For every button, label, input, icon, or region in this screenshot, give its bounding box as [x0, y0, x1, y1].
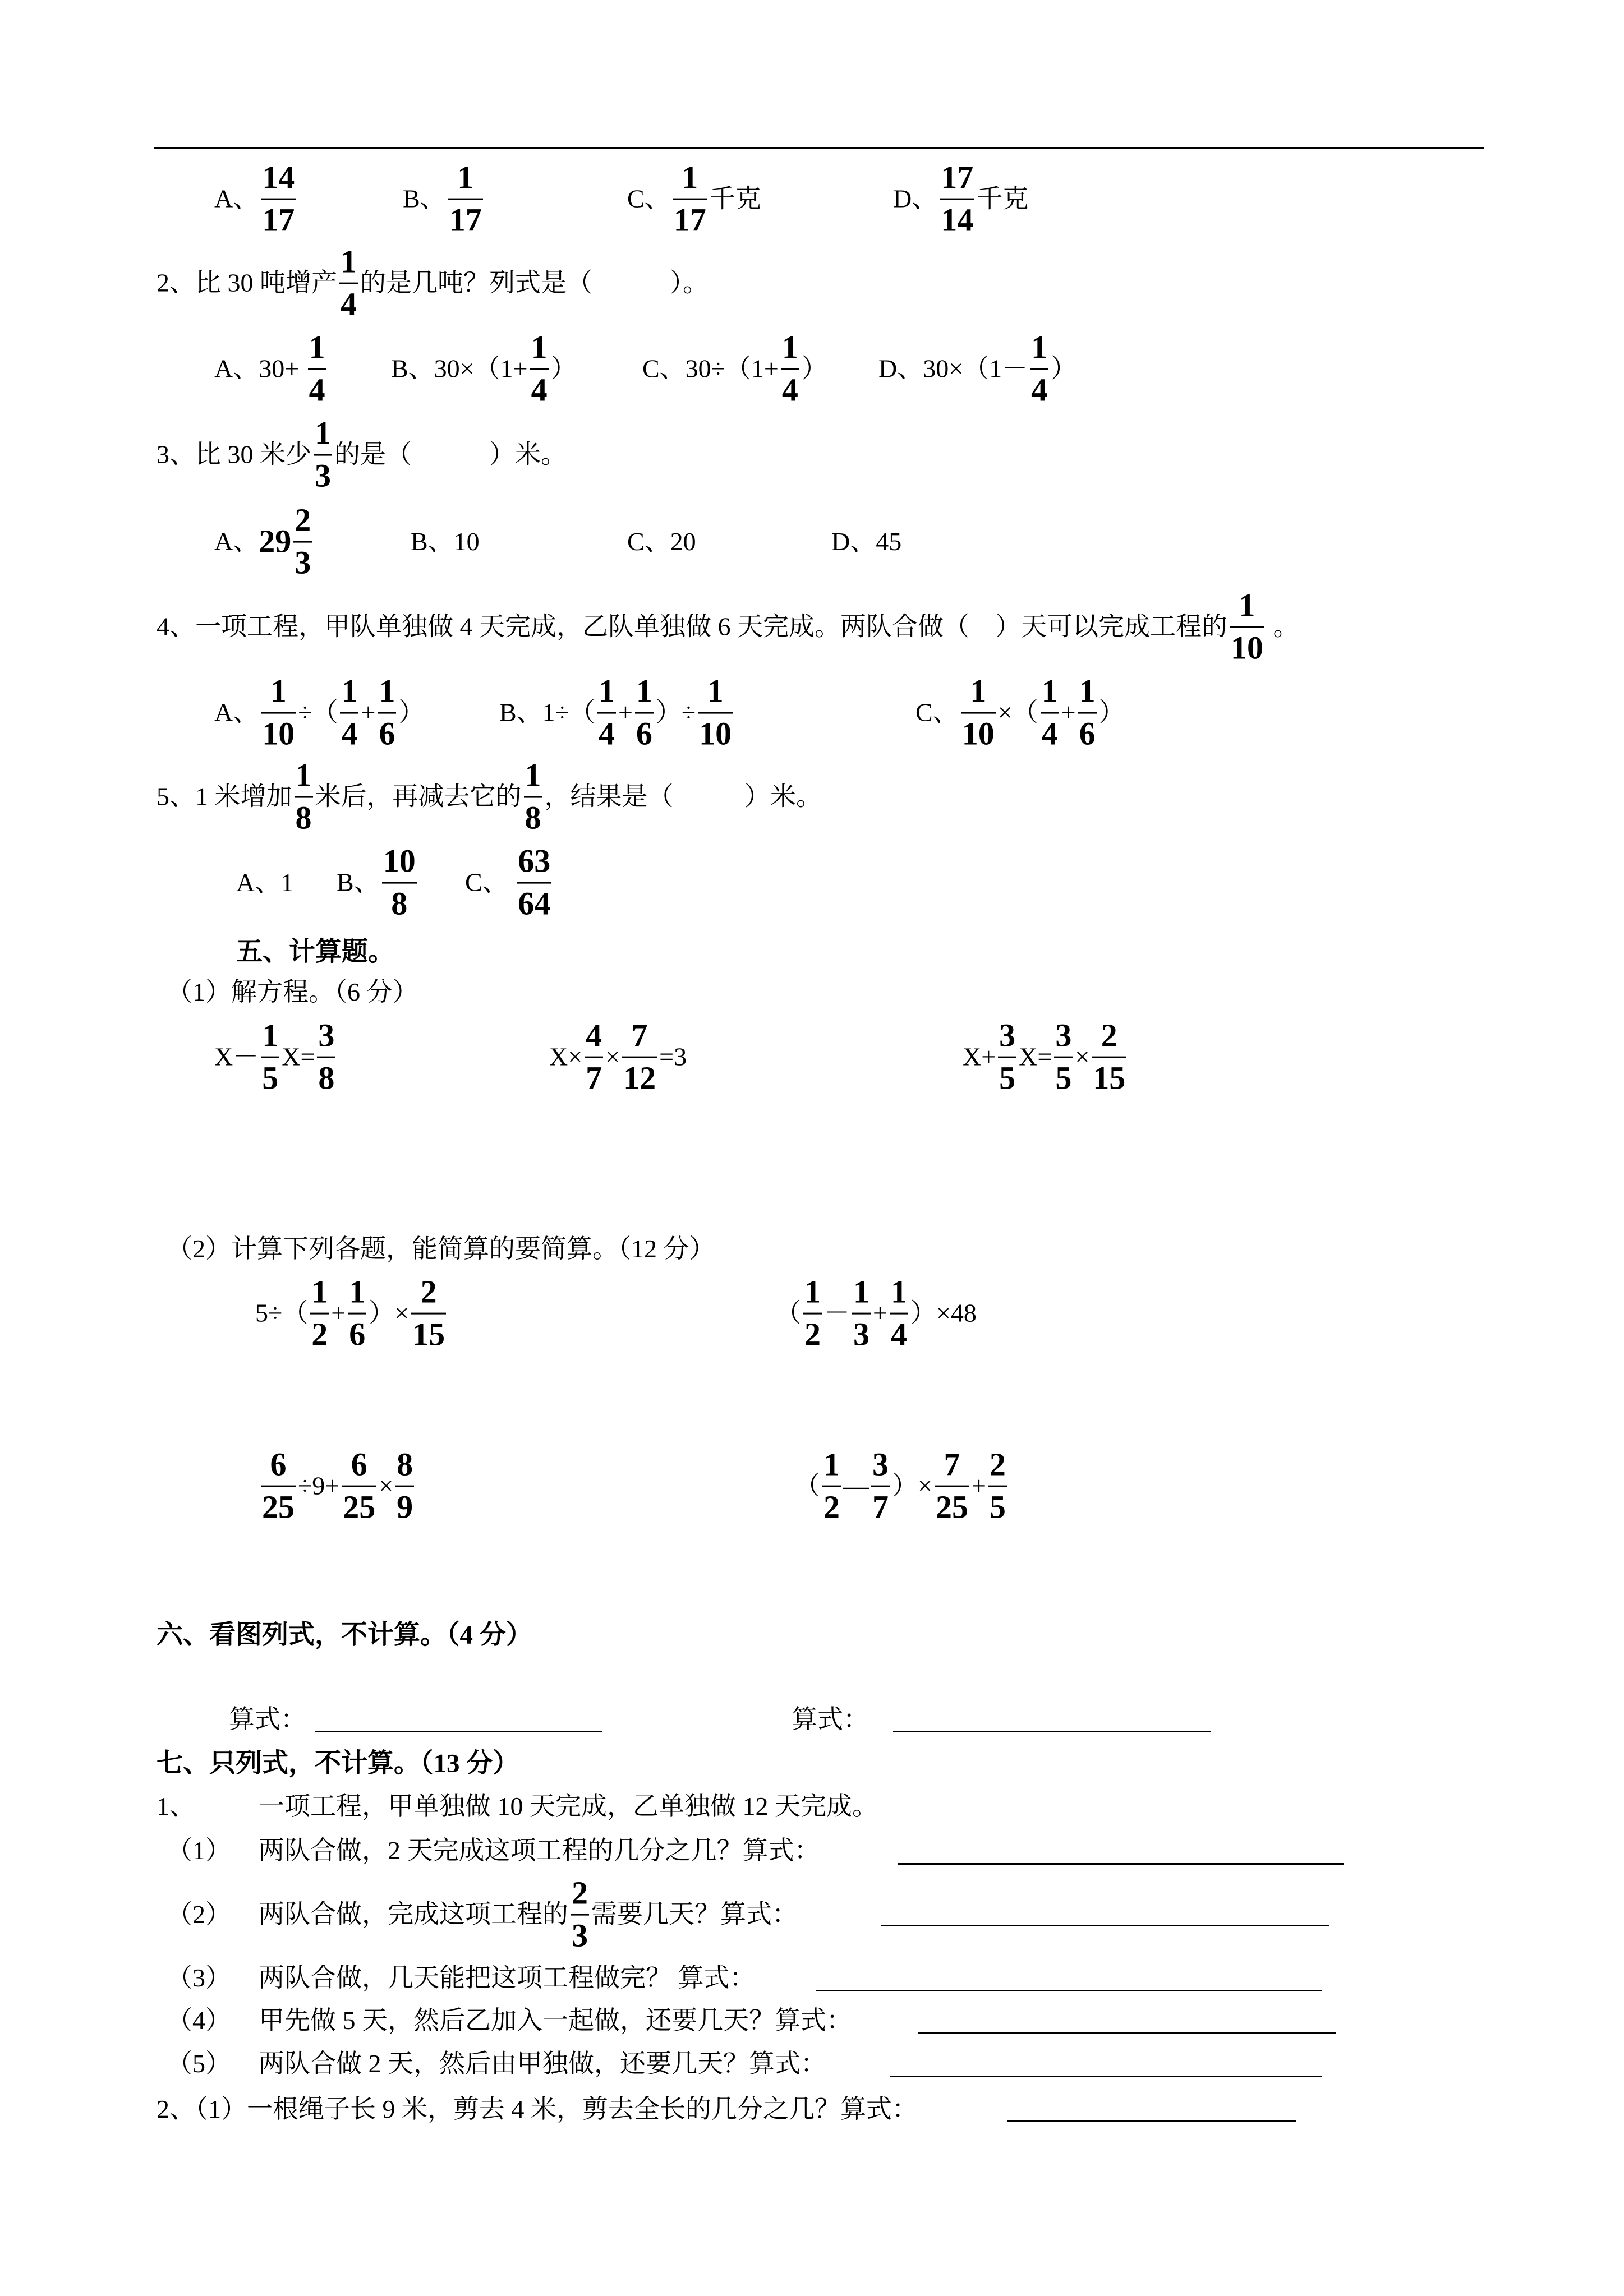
numerator: 1	[1041, 672, 1058, 709]
numerator: 1	[682, 159, 698, 196]
text: ）	[1051, 354, 1077, 383]
denominator: 15	[1092, 1057, 1126, 1096]
denominator: 4	[1041, 712, 1059, 751]
fraction	[1054, 1019, 1073, 1096]
fraction	[781, 331, 799, 408]
section-7-title-item	[157, 1751, 519, 1777]
text: B、	[403, 185, 446, 213]
text: C、	[465, 868, 515, 897]
q5-options-item	[465, 842, 554, 922]
numerator: 1	[1031, 329, 1048, 366]
section-6-formulas-item	[229, 1707, 306, 1732]
q4-options-item	[915, 672, 1125, 752]
numerator: 1	[636, 672, 652, 709]
denominator: 4	[308, 368, 326, 408]
denominator: 4	[340, 712, 358, 751]
text: （1）解方程。（6 分）	[167, 978, 418, 1006]
numerator: 3	[318, 1017, 335, 1054]
denominator: 3	[571, 1914, 589, 1953]
text: X－	[214, 1043, 259, 1071]
denominator: 10	[961, 712, 996, 751]
denominator: 10	[698, 712, 733, 751]
fraction	[295, 759, 313, 836]
fraction	[1030, 331, 1048, 408]
fraction	[517, 842, 551, 922]
text: ÷（	[298, 698, 338, 727]
numerator: 14	[262, 159, 295, 196]
fraction	[395, 1448, 414, 1525]
answer-blank[interactable]	[898, 1863, 1344, 1865]
numerator: 1	[804, 1273, 821, 1310]
text: ）×48	[910, 1299, 977, 1327]
text: A、30+	[214, 354, 306, 383]
text: +	[331, 1299, 346, 1327]
numerator: 4	[586, 1017, 602, 1054]
fraction	[382, 842, 417, 922]
text: （	[794, 1472, 820, 1500]
numerator: 17	[941, 159, 974, 196]
text: C、	[627, 185, 670, 213]
fraction	[822, 1448, 841, 1525]
denominator: 4	[1030, 368, 1048, 408]
denominator: 4	[339, 283, 358, 322]
s7-q1-2-item	[167, 1902, 231, 1928]
section-5-title-item	[236, 939, 394, 966]
calc-row-2-item	[259, 1448, 416, 1525]
text: B、	[337, 868, 380, 897]
denominator: 15	[411, 1313, 446, 1352]
q2-options-item	[391, 331, 577, 408]
answer-blank[interactable]	[1007, 2120, 1296, 2122]
denominator: 6	[1078, 712, 1097, 751]
fraction	[348, 1275, 366, 1352]
numerator: 6	[270, 1446, 287, 1483]
text: 两队合做 2 天，然后由甲独做，还要几天？算式：	[259, 2049, 826, 2078]
numerator: 7	[631, 1017, 648, 1054]
denominator: 4	[530, 368, 549, 408]
text: ×	[1075, 1043, 1090, 1071]
text: A、	[214, 698, 259, 727]
text: 米后，再减去它的	[315, 782, 522, 811]
text: 千克	[709, 185, 761, 213]
equations-item	[549, 1019, 687, 1096]
q4-options-item	[214, 672, 425, 752]
q3-options-item	[214, 501, 314, 581]
s7-q1-item	[157, 1794, 195, 1819]
text: 两队合做，几天能把这项工程做完？ 算式：	[259, 1963, 756, 1992]
q3-options-item	[627, 529, 696, 555]
q5-item	[157, 759, 822, 836]
denominator: 4	[781, 368, 799, 408]
denominator: 2	[310, 1313, 329, 1352]
text: （4）	[167, 2006, 231, 2035]
numerator: 1	[781, 329, 798, 366]
fraction	[935, 1448, 969, 1525]
equations-item	[963, 1019, 1129, 1096]
fraction	[698, 672, 733, 752]
fraction	[411, 1275, 446, 1352]
text: （2）计算下列各题，能简算的要简算。（12 分）	[167, 1234, 715, 1263]
numerator: 3	[999, 1017, 1016, 1054]
text: +	[971, 1472, 986, 1500]
text: +	[361, 698, 376, 727]
text: B、10	[411, 527, 480, 556]
numerator: 1	[379, 672, 395, 709]
s7-q1-4-item	[167, 2008, 231, 2034]
numerator: 1	[1239, 587, 1255, 624]
numerator: 1	[341, 672, 358, 709]
text: ）×	[369, 1299, 410, 1327]
text: －	[824, 1299, 850, 1327]
q1-options-item	[893, 161, 1028, 238]
numerator: 1	[970, 672, 987, 709]
numerator: 1	[270, 672, 287, 709]
text: 的是几吨？列式是（ ）。	[360, 269, 709, 297]
fraction	[261, 672, 296, 752]
s7-q2-item	[157, 2096, 918, 2122]
numerator: 1	[1079, 672, 1096, 709]
text: D、30×（1－	[878, 354, 1028, 383]
text: 需要几天？算式：	[591, 1900, 798, 1929]
text: =3	[659, 1043, 687, 1071]
answer-blank[interactable]	[881, 1925, 1329, 1926]
text: +	[873, 1299, 887, 1327]
denominator: 5	[1054, 1057, 1073, 1096]
fraction	[308, 331, 326, 408]
fraction	[261, 161, 296, 238]
numerator: 2	[989, 1446, 1006, 1483]
denominator: 8	[524, 796, 542, 836]
text: +	[618, 698, 633, 727]
q1-options-item	[627, 161, 761, 238]
text: 3、比 30 米少	[157, 440, 311, 469]
equations-item	[214, 1019, 338, 1096]
numerator: 6	[351, 1446, 367, 1483]
header-rule	[154, 147, 1484, 149]
numerator: 1	[890, 1273, 907, 1310]
text: ）	[550, 354, 577, 383]
text: 七、只列式，不计算。（13 分）	[157, 1749, 519, 1778]
q5-options-item	[337, 842, 419, 922]
text: 算式：	[792, 1705, 869, 1733]
fraction	[1230, 589, 1264, 666]
denominator: 12	[622, 1057, 657, 1096]
denominator: 5	[988, 1486, 1007, 1525]
fraction	[571, 1874, 589, 1954]
text: ×	[379, 1472, 394, 1500]
text: 的是（ ）米。	[334, 440, 567, 469]
q4-options-item	[499, 672, 735, 752]
fraction	[293, 501, 312, 581]
numerator: 8	[397, 1446, 413, 1483]
numerator: 10	[383, 842, 416, 879]
text: A、	[214, 185, 259, 213]
fraction	[342, 1448, 376, 1525]
s7-q1-5-item	[259, 2051, 826, 2077]
text: （	[775, 1299, 801, 1327]
text: ×	[605, 1043, 620, 1071]
s7-q1-1-item	[259, 1838, 820, 1864]
q2-options-item	[214, 331, 329, 408]
fraction	[635, 672, 654, 752]
fraction	[1078, 672, 1097, 752]
text: C、	[915, 698, 959, 727]
fraction	[852, 1275, 871, 1352]
s7-q1-3-item	[167, 1965, 231, 1991]
text: C、20	[627, 527, 696, 556]
denominator: 25	[342, 1486, 376, 1525]
text: 4、一项工程，甲队单独做 4 天完成，乙队单独做 6 天完成。两队合做（ ）天可以完成工程的	[157, 612, 1227, 641]
denominator: 8	[382, 882, 417, 921]
text: B、1÷（	[499, 698, 595, 727]
numerator: 3	[872, 1446, 889, 1483]
denominator: 6	[378, 712, 396, 751]
text: ×（	[997, 698, 1038, 727]
fraction	[961, 672, 996, 752]
fraction	[340, 672, 358, 752]
answer-blank[interactable]	[315, 1731, 602, 1732]
fraction	[803, 1275, 822, 1352]
denominator: 17	[448, 199, 483, 238]
denominator: 8	[295, 796, 313, 836]
q2-options-item	[642, 331, 827, 408]
numerator: 1	[707, 672, 724, 709]
s7-q1-item	[259, 1794, 878, 1819]
denominator: 3	[293, 541, 312, 580]
q2-item	[157, 245, 709, 322]
denominator: 64	[517, 882, 551, 921]
denominator: 25	[935, 1486, 969, 1525]
text: 六、看图列式，不计算。（4 分）	[157, 1620, 532, 1650]
denominator: 17	[261, 199, 296, 238]
text: 。	[1267, 612, 1299, 641]
text: —	[843, 1472, 869, 1500]
text: 5、1 米增加	[157, 782, 292, 811]
answer-blank[interactable]	[918, 2032, 1336, 2034]
calc-row-1-item	[775, 1275, 977, 1352]
fraction	[310, 1275, 329, 1352]
denominator: 7	[585, 1057, 603, 1096]
denominator: 3	[852, 1313, 871, 1352]
denominator: 4	[597, 712, 616, 751]
denominator: 14	[940, 199, 974, 238]
text: A、1	[236, 868, 294, 897]
text: 1、	[157, 1792, 195, 1820]
numerator: 2	[572, 1874, 588, 1911]
part-2-title-item	[167, 1236, 715, 1262]
denominator: 8	[317, 1057, 335, 1096]
numerator: 2	[1101, 1017, 1117, 1054]
text: X+	[963, 1043, 996, 1071]
denominator: 9	[395, 1486, 414, 1525]
numerator: 1	[311, 1273, 328, 1310]
text: ）×	[892, 1472, 932, 1500]
fraction	[261, 1448, 296, 1525]
fraction	[317, 1019, 335, 1096]
fraction	[998, 1019, 1016, 1096]
fraction	[1092, 1019, 1126, 1096]
numerator: 7	[944, 1446, 960, 1483]
text: 两队合做，完成这项工程的	[259, 1900, 568, 1929]
numerator: 63	[518, 842, 551, 879]
denominator: 2	[803, 1313, 822, 1352]
calc-row-2-item	[794, 1448, 1009, 1525]
text: 算式：	[229, 1705, 306, 1733]
numerator: 1	[295, 757, 312, 794]
fraction	[988, 1448, 1007, 1525]
fraction	[890, 1275, 908, 1352]
fraction	[871, 1448, 890, 1525]
text: D、	[893, 185, 938, 213]
numerator: 1	[341, 243, 357, 280]
denominator: 3	[314, 454, 332, 494]
fraction	[378, 672, 396, 752]
s7-q1-2-item	[259, 1874, 798, 1954]
calc-row-1-item	[255, 1275, 448, 1352]
section-6-formulas-item	[792, 1707, 869, 1732]
fraction	[524, 759, 542, 836]
denominator: 25	[261, 1486, 296, 1525]
numerator: 1	[457, 159, 474, 196]
fraction	[339, 245, 358, 322]
s7-q1-3-item	[259, 1965, 756, 1991]
answer-blank[interactable]	[816, 1990, 1322, 1991]
text: 甲先做 5 天，然后乙加入一起做，还要几天？算式：	[259, 2006, 852, 2035]
text: 两队合做，2 天完成这项工程的几分之几？算式：	[259, 1836, 820, 1865]
numerator: 1	[262, 1017, 279, 1054]
text: 五、计算题。	[236, 937, 394, 967]
numerator: 2	[295, 501, 311, 538]
text: ，结果是（ ）米。	[544, 782, 822, 811]
fraction	[1041, 672, 1059, 752]
text: X=	[1019, 1043, 1052, 1071]
s7-q1-5-item	[167, 2051, 231, 2077]
q3-item	[157, 414, 567, 494]
s7-q1-1-item	[167, 1838, 231, 1864]
numerator: 3	[1055, 1017, 1072, 1054]
text: ）	[1098, 698, 1125, 727]
q1-options-item	[214, 161, 298, 238]
fraction	[530, 331, 549, 408]
numerator: 1	[349, 1273, 366, 1310]
answer-blank[interactable]	[893, 1731, 1211, 1732]
q3-options-item	[411, 529, 480, 555]
text: （2）	[167, 1900, 231, 1929]
text: ）÷	[655, 698, 696, 727]
text: （5）	[167, 2049, 231, 2078]
numerator: 1	[598, 672, 615, 709]
mixed-number-whole: 29	[259, 523, 292, 560]
text: ）	[398, 698, 425, 727]
text: A、	[214, 527, 259, 556]
denominator: 5	[998, 1057, 1016, 1096]
text: B、30×（1+	[391, 354, 528, 383]
numerator: 1	[315, 414, 331, 451]
denominator: 7	[871, 1486, 890, 1525]
q3-options-item	[831, 529, 901, 555]
q1-options-item	[403, 161, 485, 238]
q2-options-item	[878, 331, 1076, 408]
s7-q1-4-item	[259, 2008, 852, 2034]
q5-options-item	[236, 870, 293, 896]
text: 2、比 30 吨增产	[157, 269, 337, 297]
numerator: 1	[823, 1446, 840, 1483]
numerator: 1	[525, 757, 541, 794]
text: （3）	[167, 1963, 231, 1992]
fraction	[940, 161, 974, 238]
text: 一项工程，甲单独做 10 天完成，乙单独做 12 天完成。	[259, 1792, 878, 1820]
denominator: 10	[261, 712, 296, 751]
q4-item	[157, 589, 1299, 666]
numerator: 1	[853, 1273, 869, 1310]
numerator: 1	[309, 329, 325, 366]
text: 5÷（	[255, 1299, 309, 1327]
text: （1）	[167, 1836, 231, 1865]
fraction	[314, 414, 332, 494]
text: C、30÷（1+	[642, 354, 779, 383]
fraction	[448, 161, 483, 238]
text: X×	[549, 1043, 583, 1071]
text: +	[1061, 698, 1076, 727]
numerator: 1	[531, 329, 548, 366]
text: 2、（1）一根绳子长 9 米，剪去 4 米，剪去全长的几分之几？算式：	[157, 2095, 918, 2123]
text: ）	[801, 354, 827, 383]
denominator: 4	[890, 1313, 908, 1352]
denominator: 5	[261, 1057, 279, 1096]
part-1-title-item	[167, 979, 418, 1005]
answer-blank[interactable]	[890, 2076, 1322, 2077]
fraction	[585, 1019, 603, 1096]
fraction	[597, 672, 616, 752]
text: ÷9+	[298, 1472, 340, 1500]
denominator: 6	[635, 712, 654, 751]
denominator: 2	[822, 1486, 841, 1525]
fraction	[261, 1019, 279, 1096]
text: X=	[282, 1043, 315, 1071]
numerator: 2	[420, 1273, 437, 1310]
denominator: 17	[673, 199, 707, 238]
denominator: 6	[348, 1313, 366, 1352]
fraction	[673, 161, 707, 238]
section-6-title-item	[157, 1622, 532, 1649]
fraction	[622, 1019, 657, 1096]
text: D、45	[831, 527, 902, 556]
denominator: 10	[1230, 626, 1264, 666]
text: 千克	[977, 185, 1029, 213]
